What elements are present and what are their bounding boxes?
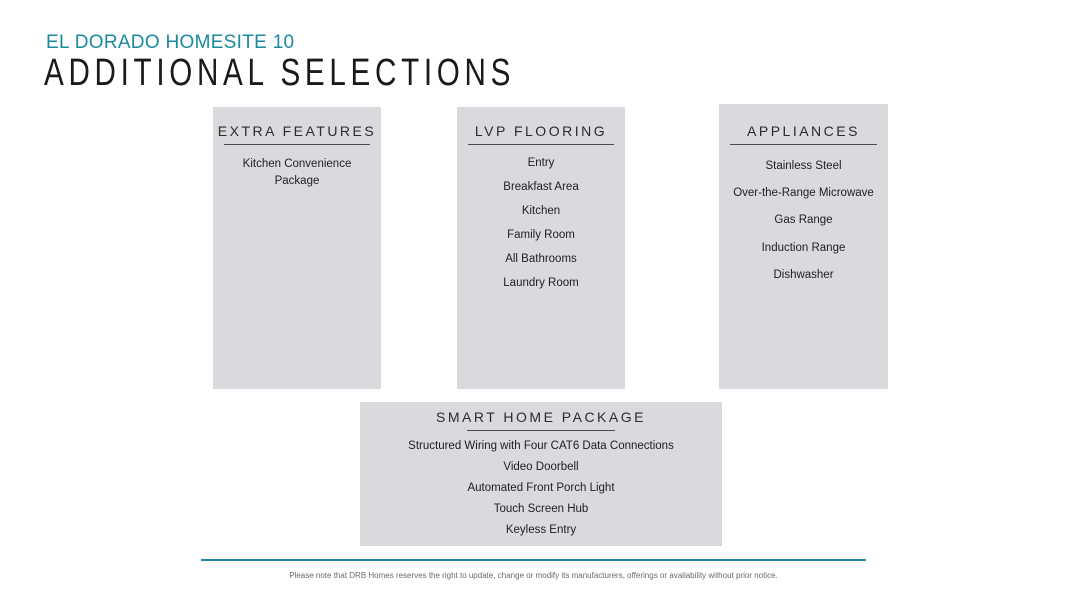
page-title: ADDITIONAL SELECTIONS xyxy=(44,52,516,94)
card-divider xyxy=(467,430,615,431)
list-item: Laundry Room xyxy=(503,277,579,289)
homesite-subtitle: EL DORADO HOMESITE 10 xyxy=(46,32,295,53)
list-item: Automated Front Porch Light xyxy=(467,482,615,495)
list-item: Kitchen Convenience Package xyxy=(242,158,352,187)
list-item: All Bathrooms xyxy=(505,253,577,265)
lvp-flooring-card xyxy=(457,107,625,389)
list-item: Over-the-Range Microwave xyxy=(733,187,874,200)
card-item-list xyxy=(213,156,381,190)
list-item: Induction Range xyxy=(761,241,846,254)
extra-features-card xyxy=(213,107,381,389)
appliances-card xyxy=(719,104,888,389)
disclaimer-note: Please note that DRB Homes reserves the right to update, change or modify its manufacturers, offerings or availability without prior notice. xyxy=(289,571,778,580)
card-title: LVP FLOORING xyxy=(474,123,608,139)
list-item: Video Doorbell xyxy=(503,461,579,474)
card-item-list xyxy=(719,153,888,289)
list-item: Entry xyxy=(527,157,555,169)
card-title: APPLIANCES xyxy=(747,123,860,139)
card-title: SMART HOME PACKAGE xyxy=(436,409,646,425)
list-item: Stainless Steel xyxy=(765,160,842,172)
list-item: Kitchen xyxy=(521,205,561,217)
list-item: Breakfast Area xyxy=(503,181,579,193)
list-item: Dishwasher xyxy=(773,268,834,281)
card-divider xyxy=(468,144,614,145)
card-item-list xyxy=(360,436,722,541)
list-item: Family Room xyxy=(507,229,575,241)
card-title: EXTRA FEATURES xyxy=(217,123,377,139)
list-item: Touch Screen Hub xyxy=(493,503,589,516)
list-item: Structured Wiring with Four CAT6 Data Connections xyxy=(408,440,674,452)
smart-home-package-card xyxy=(360,402,722,546)
list-item: Gas Range xyxy=(774,214,833,227)
list-item: Keyless Entry xyxy=(505,524,577,537)
card-divider xyxy=(730,144,877,145)
footer-divider xyxy=(201,559,866,561)
card-divider xyxy=(224,144,370,145)
card-item-list xyxy=(457,151,625,295)
